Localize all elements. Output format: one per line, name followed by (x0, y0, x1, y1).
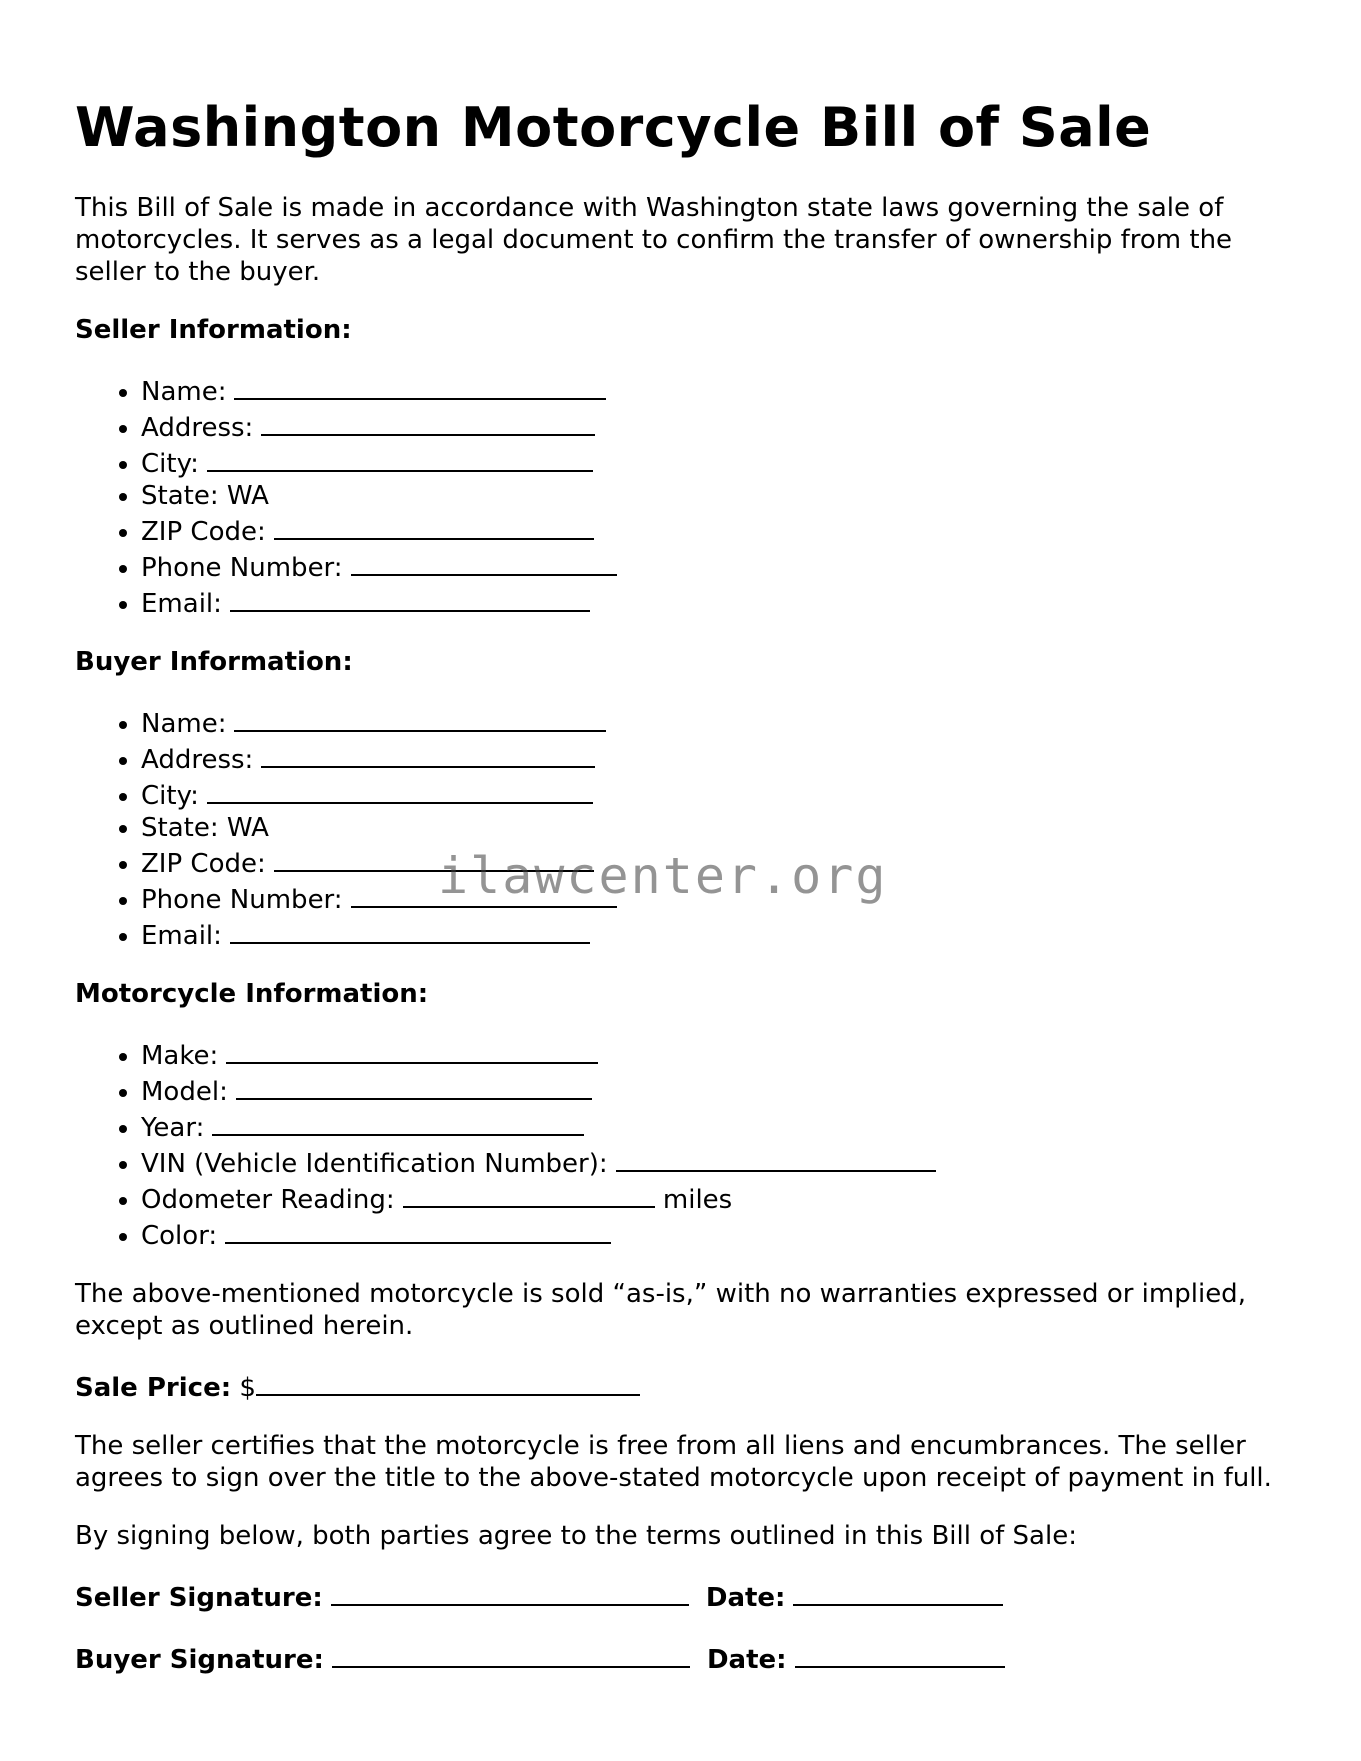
seller-field-list (75, 372, 1290, 620)
buyer-field-list (75, 704, 1290, 952)
seller-state-label: State: WA (141, 481, 269, 511)
seller-name-blank[interactable] (234, 372, 606, 400)
seller-signature-label: Seller Signature: (75, 1583, 323, 1613)
motorcycle-field-list (75, 1036, 1290, 1252)
buyer-state-item (141, 812, 1290, 844)
seller-date-blank[interactable] (793, 1578, 1003, 1606)
seller-city-label: City: (141, 449, 199, 479)
motorcycle-odometer-label: Odometer Reading: (141, 1185, 395, 1215)
buyer-name-item (141, 704, 1290, 740)
seller-zip-label: ZIP Code: (141, 517, 266, 547)
agree-paragraph: By signing below, both parties agree to the terms outlined in this Bill of Sale: (75, 1521, 1077, 1551)
motorcycle-vin-item (141, 1144, 1290, 1180)
seller-phone-blank[interactable] (351, 548, 617, 576)
buyer-email-label: Email: (141, 921, 222, 951)
seller-signature-row (75, 1578, 1290, 1614)
motorcycle-vin-label: VIN (Vehicle Identification Number): (141, 1149, 608, 1179)
buyer-address-label: Address: (141, 745, 254, 775)
buyer-zip-label: ZIP Code: (141, 849, 266, 879)
motorcycle-odometer-blank[interactable] (403, 1180, 655, 1208)
buyer-date-blank[interactable] (795, 1640, 1005, 1668)
motorcycle-year-item (141, 1108, 1290, 1144)
seller-email-label: Email: (141, 589, 222, 619)
buyer-address-item (141, 740, 1290, 776)
buyer-signature-label: Buyer Signature: (75, 1645, 324, 1675)
buyer-zip-item (141, 844, 1290, 880)
motorcycle-color-item (141, 1216, 1290, 1252)
motorcycle-year-blank[interactable] (212, 1108, 584, 1136)
buyer-signature-blank[interactable] (332, 1640, 690, 1668)
seller-city-blank[interactable] (207, 444, 593, 472)
motorcycle-heading: Motorcycle Information: (75, 979, 429, 1009)
seller-city-item (141, 444, 1290, 480)
document-page (75, 96, 1290, 1676)
buyer-signature-row (75, 1640, 1290, 1676)
seller-address-label: Address: (141, 413, 254, 443)
motorcycle-odometer-item (141, 1180, 1290, 1216)
buyer-zip-blank[interactable] (274, 844, 594, 872)
seller-heading: Seller Information: (75, 315, 352, 345)
motorcycle-odometer-unit: miles (662, 1185, 733, 1215)
motorcycle-vin-blank[interactable] (616, 1144, 936, 1172)
buyer-email-item (141, 916, 1290, 952)
seller-zip-blank[interactable] (274, 512, 594, 540)
buyer-email-blank[interactable] (230, 916, 590, 944)
seller-address-item (141, 408, 1290, 444)
seller-state-item (141, 480, 1290, 512)
seller-address-blank[interactable] (261, 408, 595, 436)
sale-price-blank[interactable] (256, 1368, 640, 1396)
motorcycle-color-blank[interactable] (225, 1216, 611, 1244)
buyer-phone-item (141, 880, 1290, 916)
buyer-state-label: State: WA (141, 813, 269, 843)
seller-zip-item (141, 512, 1290, 548)
sale-price-line (75, 1368, 1290, 1404)
intro-paragraph: This Bill of Sale is made in accordance with Washington state laws governing the sale of motorcycles. It serves as a legal document to confirm the transfer of ownership from the seller to the buyer. (75, 193, 1233, 287)
seller-date-label: Date: (705, 1583, 786, 1613)
buyer-phone-label: Phone Number: (141, 885, 343, 915)
buyer-city-blank[interactable] (207, 776, 593, 804)
seller-email-item (141, 584, 1290, 620)
buyer-city-label: City: (141, 781, 199, 811)
seller-name-item (141, 372, 1290, 408)
motorcycle-make-item (141, 1036, 1290, 1072)
motorcycle-make-label: Make: (141, 1041, 219, 1071)
sale-price-currency: $ (239, 1373, 256, 1403)
certify-paragraph: The seller certifies that the motorcycle is free from all liens and encumbrances. The seller agrees to sign over the title to the above-stated motorcycle upon receipt of payment in full. (75, 1431, 1272, 1493)
seller-name-label: Name: (141, 377, 227, 407)
as-is-paragraph: The above-mentioned motorcycle is sold “as-is,” with no warranties expressed or implied, except as outlined herein. (75, 1279, 1246, 1341)
motorcycle-year-label: Year: (141, 1113, 205, 1143)
document-title: Washington Motorcycle Bill of Sale (75, 96, 1152, 159)
seller-signature-blank[interactable] (331, 1578, 689, 1606)
buyer-name-label: Name: (141, 709, 227, 739)
motorcycle-model-label: Model: (141, 1077, 228, 1107)
buyer-heading: Buyer Information: (75, 647, 353, 677)
motorcycle-make-blank[interactable] (226, 1036, 598, 1064)
sale-price-label: Sale Price: (75, 1373, 232, 1403)
buyer-phone-blank[interactable] (351, 880, 617, 908)
motorcycle-model-item (141, 1072, 1290, 1108)
buyer-city-item (141, 776, 1290, 812)
buyer-address-blank[interactable] (261, 740, 595, 768)
seller-phone-item (141, 548, 1290, 584)
buyer-name-blank[interactable] (234, 704, 606, 732)
seller-email-blank[interactable] (230, 584, 590, 612)
seller-phone-label: Phone Number: (141, 553, 343, 583)
watermark-text: ilawcenter.org (438, 847, 888, 905)
motorcycle-model-blank[interactable] (236, 1072, 592, 1100)
buyer-date-label: Date: (706, 1645, 787, 1675)
motorcycle-color-label: Color: (141, 1221, 218, 1251)
